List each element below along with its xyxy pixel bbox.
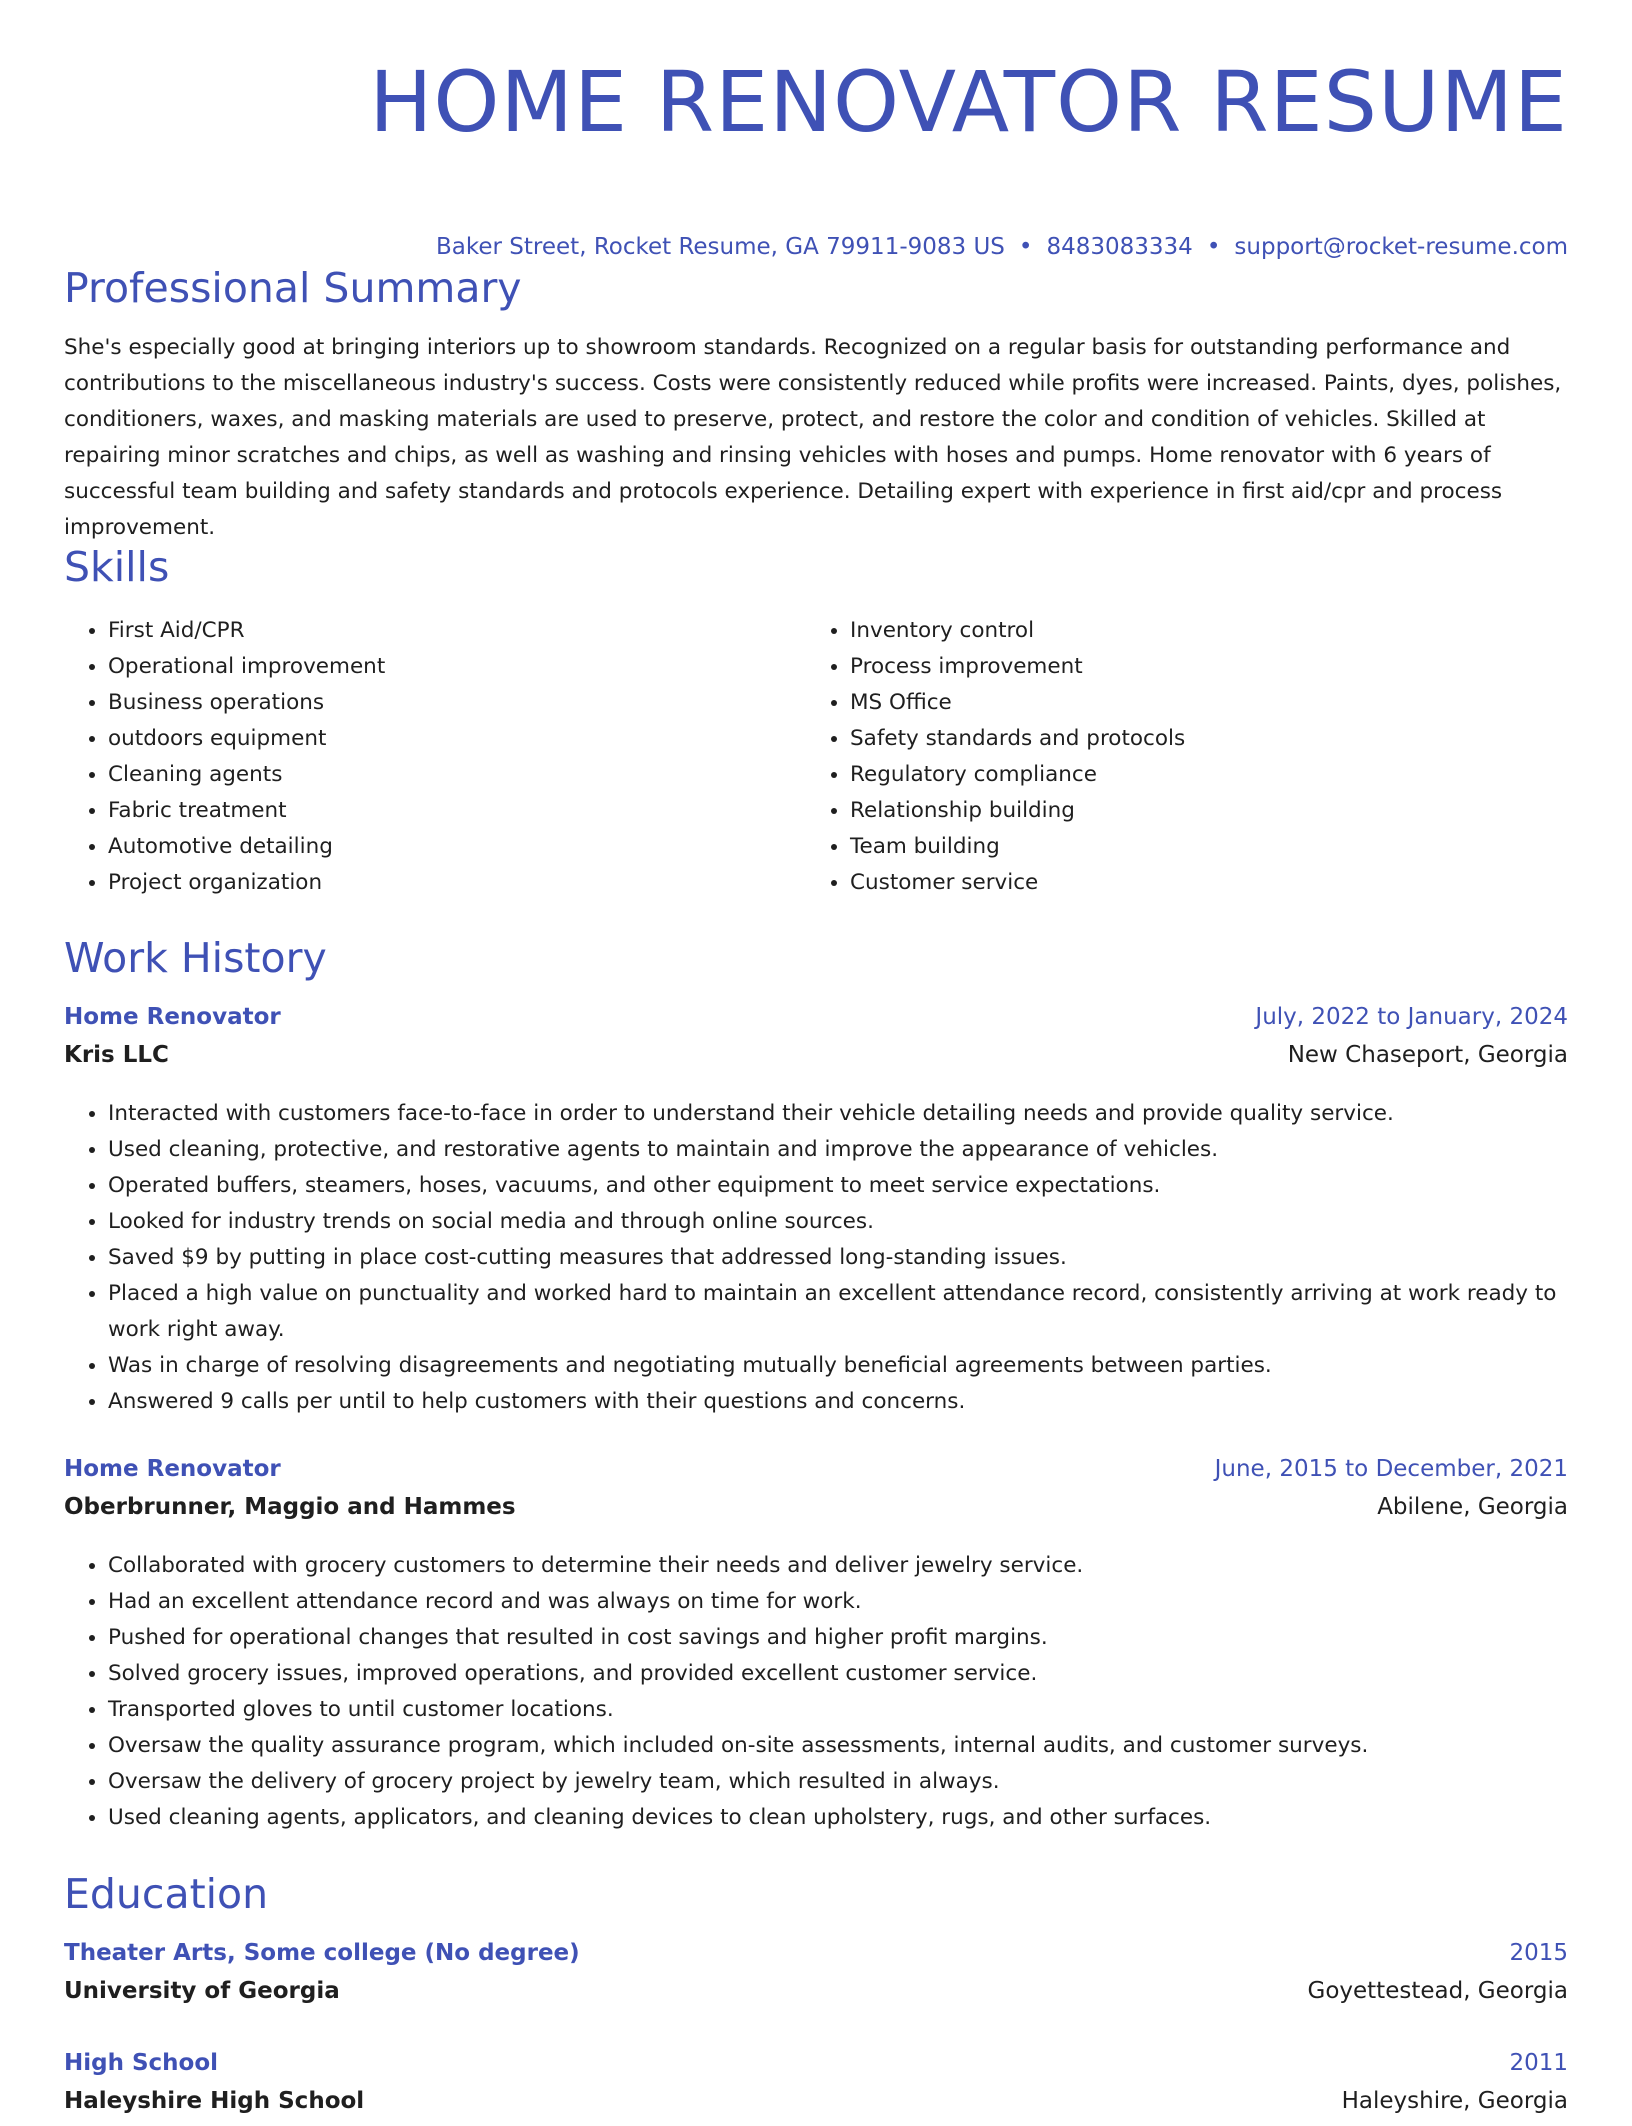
job-bullet: • Oversaw the delivery of grocery project by jewelry team, which resulted in always. <box>108 1764 1568 1800</box>
skill-item: • Project organization <box>108 865 806 901</box>
job-bullet: • Saved $9 by putting in place cost-cutting measures that addressed long-standing issues. <box>108 1240 1568 1276</box>
job-dates: July, 2022 to January, 2024 <box>1255 1004 1568 1030</box>
skill-item: • First Aid/CPR <box>108 613 806 649</box>
skill-item: • Process improvement <box>850 649 1548 685</box>
education-degree: High School <box>64 2050 219 2076</box>
skills-list <box>64 613 1568 901</box>
skill-item: • Fabric treatment <box>108 793 806 829</box>
job-entry <box>64 1004 1568 1420</box>
education-school: University of Georgia <box>64 1978 340 2004</box>
job-bullet: • Used cleaning, protective, and restorative agents to maintain and improve the appearance of vehicles. <box>108 1132 1568 1168</box>
skill-item: • Safety standards and protocols <box>850 721 1548 757</box>
education-entry <box>64 1940 1568 2016</box>
job-location: Abilene, Georgia <box>1377 1494 1568 1520</box>
skill-item: • Customer service <box>850 865 1548 901</box>
education-degree: Theater Arts, Some college (No degree) <box>64 1940 580 1966</box>
skill-item: • Business operations <box>108 685 806 721</box>
resume-header <box>64 0 1568 152</box>
skill-item: • Regulatory compliance <box>850 757 1548 793</box>
job-bullet: • Pushed for operational changes that resulted in cost savings and higher profit margins. <box>108 1620 1568 1656</box>
job-bullet: • Transported gloves to until customer locations. <box>108 1692 1568 1728</box>
skills-column-right <box>806 613 1548 901</box>
job-bullet: • Used cleaning agents, applicators, and cleaning devices to clean upholstery, rugs, and other surfaces. <box>108 1800 1568 1836</box>
skill-item: • outdoors equipment <box>108 721 806 757</box>
job-bullet: • Collaborated with grocery customers to determine their needs and deliver jewelry service. <box>108 1548 1568 1584</box>
job-bullet: • Interacted with customers face-to-face in order to understand their vehicle detailing needs and provide quality service. <box>108 1096 1568 1132</box>
contact-phone: 8483083334 <box>1046 234 1193 260</box>
work-history-heading: Work History <box>64 934 327 982</box>
job-dates: June, 2015 to December, 2021 <box>1214 1456 1568 1482</box>
skill-item: • Inventory control <box>850 613 1548 649</box>
education-location: Goyettestead, Georgia <box>1307 1978 1568 2004</box>
job-bullet: • Solved grocery issues, improved operations, and provided excellent customer service. <box>108 1656 1568 1692</box>
education-year: 2011 <box>1509 2050 1568 2076</box>
job-bullet: • Looked for industry trends on social media and through online sources. <box>108 1204 1568 1240</box>
summary-text: She's especially good at bringing interiors up to showroom standards. Recognized on a regular basis for outstanding performance and contributions to the miscellaneous industry's success. Costs were consistently reduced while profits were increased. Paints, dyes, polishes, conditioners, waxes, and masking materials are used to preserve, protect, and restore the color and condition of vehicles. Skilled at repairing minor scratches and chips, as well as washing and rinsing vehicles with hoses and pumps. Home renovator with 6 years of successful team building and safety standards and protocols experience. Detailing expert with experience in first aid/cpr and process improvement. <box>64 335 1562 540</box>
summary-heading: Professional Summary <box>64 264 522 312</box>
contact-email: support@rocket-resume.com <box>1234 234 1568 260</box>
education-entry <box>64 2050 1568 2126</box>
job-company: Oberbrunner, Maggio and Hammes <box>64 1494 516 1520</box>
education-heading: Education <box>64 1870 269 1918</box>
education-year: 2015 <box>1509 1940 1568 1966</box>
contact-separator: • <box>1206 234 1221 260</box>
job-title: Home Renovator <box>64 1004 281 1030</box>
job-company: Kris LLC <box>64 1042 169 1068</box>
skill-item: • MS Office <box>850 685 1548 721</box>
job-bullets <box>64 1096 1568 1420</box>
job-bullet: • Oversaw the quality assurance program, which included on-site assessments, internal audits, and customer surveys. <box>108 1728 1568 1764</box>
job-bullet: • Was in charge of resolving disagreements and negotiating mutually beneficial agreements between parties. <box>108 1348 1568 1384</box>
job-bullet: • Placed a high value on punctuality and worked hard to maintain an excellent attendance record, consistently arriving at work ready to work right away. <box>108 1276 1568 1348</box>
contact-separator: • <box>1018 234 1033 260</box>
education-school: Haleyshire High School <box>64 2088 365 2114</box>
job-entry <box>64 1456 1568 1836</box>
education-location: Haleyshire, Georgia <box>1341 2088 1568 2114</box>
resume-title: HOME RENOVATOR RESUME <box>369 53 1568 151</box>
skills-column-left <box>64 613 806 901</box>
job-bullet: • Had an excellent attendance record and was always on time for work. <box>108 1584 1568 1620</box>
skill-item: • Cleaning agents <box>108 757 806 793</box>
skill-item: • Team building <box>850 829 1548 865</box>
job-bullet: • Operated buffers, steamers, hoses, vacuums, and other equipment to meet service expectations. <box>108 1168 1568 1204</box>
job-title: Home Renovator <box>64 1456 281 1482</box>
skill-item: • Operational improvement <box>108 649 806 685</box>
skill-item: • Relationship building <box>850 793 1548 829</box>
contact-line <box>436 232 1568 262</box>
contact-address: Baker Street, Rocket Resume, GA 79911-9083 US <box>436 234 1005 260</box>
skills-heading: Skills <box>64 543 170 591</box>
job-bullet: • Answered 9 calls per until to help customers with their questions and concerns. <box>108 1384 1568 1420</box>
job-bullets <box>64 1548 1568 1836</box>
skill-item: • Automotive detailing <box>108 829 806 865</box>
job-location: New Chaseport, Georgia <box>1287 1042 1568 1068</box>
